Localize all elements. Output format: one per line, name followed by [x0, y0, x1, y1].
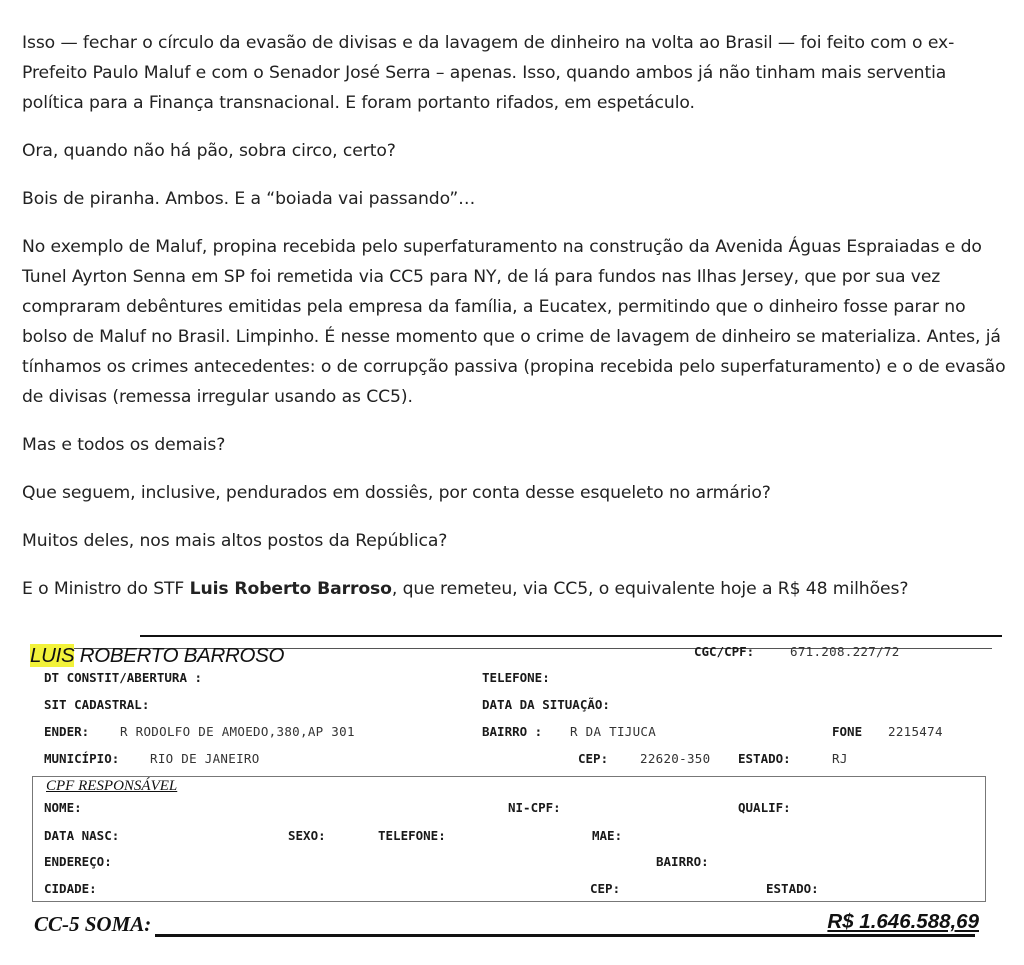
estado-resp-label: ESTADO: — [766, 881, 819, 896]
bairro-label: BAIRRO : — [482, 724, 543, 739]
paragraph: Mas e todos os demais? — [22, 435, 226, 455]
ender-label: ENDER: — [44, 724, 90, 739]
cc5-soma-label: CC-5 SOMA: — [34, 912, 152, 936]
dt-constit-label: DT CONSTIT/ABERTURA : — [44, 670, 203, 685]
data-situacao-label: DATA DA SITUAÇÃO: — [482, 697, 610, 712]
fone-value: 2215474 — [888, 724, 943, 739]
cep-label: CEP: — [578, 751, 609, 766]
cgc-label: CGC/CPF: — [694, 644, 755, 659]
cep-resp-label: CEP: — [590, 881, 621, 896]
cpf-responsavel-title: CPF RESPONSÁVEL — [46, 778, 178, 794]
cc5-document-image — [22, 630, 987, 942]
sit-cadastral-label: SIT CADASTRAL: — [44, 697, 150, 712]
document-name — [28, 644, 286, 668]
telefone-resp-label: TELEFONE: — [378, 828, 446, 843]
estado-value: RJ — [832, 751, 848, 766]
municipio-label: MUNICÍPIO: — [44, 751, 120, 766]
name-rest: ROBERTO BARROSO — [74, 644, 285, 667]
paragraph: Isso — fechar o círculo da evasão de divisas e da lavagem de dinheiro na volta ao Brasil — foi feito com o ex-Prefeito Paulo Maluf e com o Senador José Serra – apenas. Isso, quando ambos já não tinham mais serventia política para a Finança transnacional. E foram portanto rifados, em espetáculo. — [22, 33, 955, 113]
endereco-label: ENDEREÇO: — [44, 854, 112, 869]
mae-label: MAE: — [592, 828, 623, 843]
municipio-value: RIO DE JANEIRO — [150, 751, 260, 766]
name-highlight: LUIS — [30, 644, 75, 667]
bairro-resp-label: BAIRRO: — [656, 854, 709, 869]
paragraph — [22, 574, 1012, 604]
soma-underline — [155, 934, 975, 937]
top-rule — [140, 635, 1002, 637]
cep-value: 22620-350 — [640, 751, 711, 766]
paragraph: Ora, quando não há pão, sobra circo, certo? — [22, 141, 396, 161]
fone-label: FONE — [832, 724, 863, 739]
paragraph: Muitos deles, nos mais altos postos da República? — [22, 531, 448, 551]
minister-name: Luis Roberto Barroso — [189, 579, 392, 599]
sexo-label: SEXO: — [288, 828, 326, 843]
article-body — [22, 28, 1012, 622]
paragraph: Bois de piranha. Ambos. E a “boiada vai passando”… — [22, 189, 476, 209]
ni-cpf-label: NI-CPF: — [508, 800, 561, 815]
cgc-value: 671.208.227/72 — [790, 644, 900, 659]
ender-value: R RODOLFO DE AMOEDO,380,AP 301 — [120, 724, 355, 739]
data-nasc-label: DATA NASC: — [44, 828, 120, 843]
nome-label: NOME: — [44, 800, 82, 815]
paragraph-text: E o Ministro do STF — [22, 579, 190, 599]
cidade-label: CIDADE: — [44, 881, 97, 896]
paragraph: Que seguem, inclusive, pendurados em dossiês, por conta desse esqueleto no armário? — [22, 483, 771, 503]
telefone-label: TELEFONE: — [482, 670, 550, 685]
cc5-soma-value: R$ 1.646.588,69 — [827, 910, 979, 933]
bairro-value: R DA TIJUCA — [570, 724, 657, 739]
estado-label: ESTADO: — [738, 751, 791, 766]
paragraph-text: , que remeteu, via CC5, o equivalente hoje a R$ 48 milhões? — [391, 579, 909, 599]
paragraph: No exemplo de Maluf, propina recebida pelo superfaturamento na construção da Avenida Águas Espraiadas e do Tunel Ayrton Senna em SP foi remetida via CC5 para NY, de lá para fundos nas Ilhas Jersey, que por sua vez compraram debêntures emitidas pela empresa da família, a Eucatex, permitindo que o dinheiro fosse parar no bolso de Maluf no Brasil. Limpinho. É nesse momento que o crime de lavagem de dinheiro se materializa. Antes, já tínhamos os crimes antecedentes: o de corrupção passiva (propina recebida pelo superfaturamento) e o de evasão de divisas (remessa irregular usando as CC5). — [22, 237, 1006, 407]
qualif-label: QUALIF: — [738, 800, 791, 815]
